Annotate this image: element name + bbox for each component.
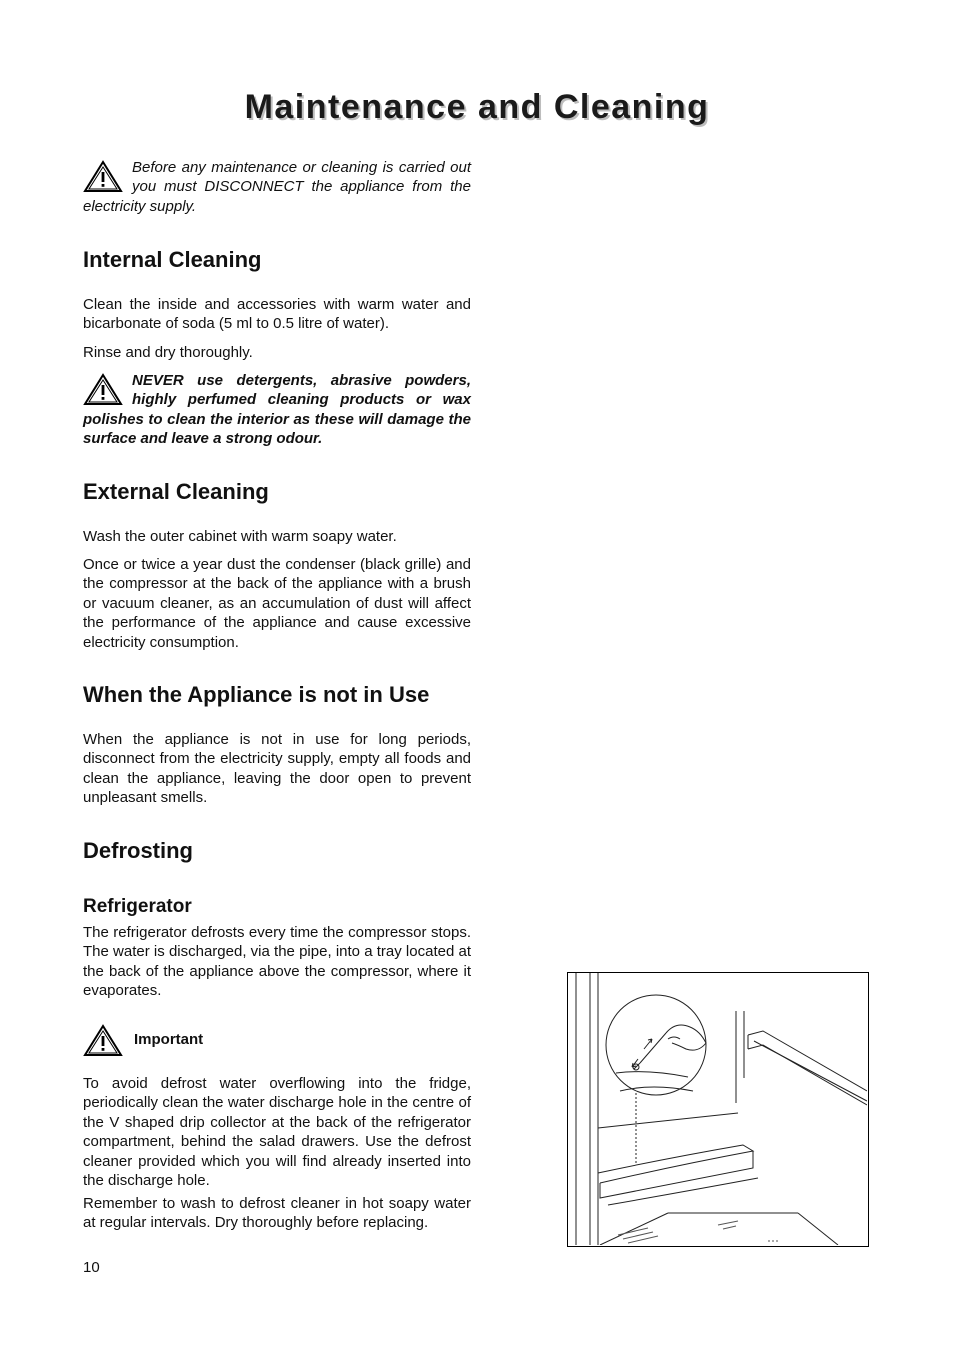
page-number: 10	[83, 1259, 100, 1276]
important-label: Important	[134, 1031, 204, 1048]
warning-triangle-icon	[83, 160, 123, 194]
external-cleaning-heading: External Cleaning	[83, 479, 269, 504]
defrost-water-paragraph: To avoid defrost water overflowing into the fridge, periodically clean the water discharge hole in the centre of the V shaped drip collector at the back of the refrigerator compartment, behind the salad drawers. Use the defrost cleaner provided which you will find already inserted into the discharge hole.	[83, 1075, 471, 1190]
disconnect-warning-text: Before any maintenance or cleaning is carried out you must DISCONNECT the appliance from the electricity supply.	[83, 159, 471, 215]
detergent-warning	[83, 371, 471, 449]
fridge-interior-drawing	[568, 973, 867, 1245]
not-in-use-paragraph: When the appliance is not in use for long periods, disconnect from the electricity supply, empty all foods and clean the appliance, leaving the door open to prevent unpleasant smells.	[83, 731, 471, 807]
warning-triangle-icon	[83, 373, 123, 407]
internal-cleaning-paragraph-2: Rinse and dry thoroughly.	[83, 344, 253, 361]
warning-triangle-icon	[83, 1024, 123, 1058]
defrost-cleaner-paragraph: Remember to wash to defrost cleaner in hot soapy water at regular intervals. Dry thoroughly before replacing.	[83, 1195, 471, 1232]
internal-cleaning-paragraph-1: Clean the inside and accessories with warm water and bicarbonate of soda (5 ml to 0.5 litre of water).	[83, 296, 471, 333]
not-in-use-heading: When the Appliance is not in Use	[83, 682, 430, 707]
refrigerator-paragraph: The refrigerator defrosts every time the compressor stops. The water is discharged, via the pipe, into a tray located at the back of the appliance above the compressor, where it evaporates.	[83, 924, 471, 1000]
page-title: Maintenance and Cleaning	[244, 88, 710, 126]
internal-cleaning-heading: Internal Cleaning	[83, 247, 262, 272]
refrigerator-subheading: Refrigerator	[83, 896, 192, 917]
external-cleaning-paragraph-2: Once or twice a year dust the condenser (black grille) and the compressor at the back of the appliance with a brush or vacuum cleaner, as an accumulation of dust will affect the performance of the appliance and cause excessive electricity consumption.	[83, 556, 471, 651]
defrosting-heading: Defrosting	[83, 838, 193, 863]
detergent-warning-text: NEVER use detergents, abrasive powders, highly perfumed cleaning products or wax polishes to clean the interior as these will damage the surface and leave a strong odour.	[83, 372, 471, 448]
defrost-drain-illustration	[567, 972, 869, 1247]
disconnect-warning	[83, 158, 471, 216]
external-cleaning-paragraph-1: Wash the outer cabinet with warm soapy water.	[83, 528, 397, 545]
